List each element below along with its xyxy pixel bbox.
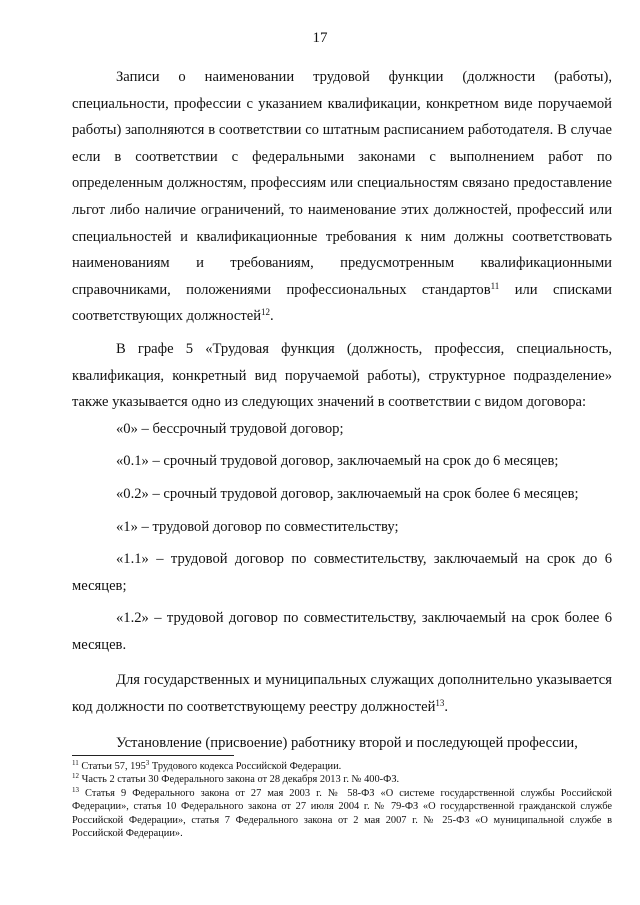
footnote [72, 773, 612, 786]
footnote-sup: 3 [145, 759, 150, 767]
paragraph-records [72, 64, 612, 330]
paragraph-text: . [444, 699, 449, 716]
footnote-number: 12 [72, 772, 79, 781]
document-body [72, 64, 612, 756]
footnotes [72, 760, 612, 840]
footnote-number: 13 [72, 785, 79, 794]
footnote-ref: 12 [261, 307, 271, 318]
footnote [72, 787, 612, 841]
list-item: «0.1» – срочный трудовой договор, заключаемый на срок до 6 месяцев; [116, 453, 559, 470]
footnote-text: Статьи 57, 195 [78, 761, 146, 772]
paragraph-column5: В графе 5 «Трудовая функция (должность, профессия, специальность, квалификация, конкретный вид поручаемой работы), структурное подразделение» также указывается одно из следующих значений в соответствии с видом договора: [72, 340, 612, 411]
paragraph-civil-servants [72, 667, 612, 720]
list-item: «1» – трудовой договор по совместительству; [116, 518, 399, 535]
footnote-text: Часть 2 статьи 30 Федерального закона от 28 декабря 2013 г. № 400-ФЗ. [79, 774, 400, 786]
footnote-text: Статья 9 Федерального закона от 27 мая 2003 г. № 58-ФЗ «О системе государственной службы Российской Федерации», статья 10 Федерального закона от 27 июля 2004 г. № 79-ФЗ «О государственной гражданской службе Российской Федерации», статья 7 Федерального закона от 2 мая 2007 г. № 25-ФЗ «О муниципальной службе в Российской Федерации». [72, 787, 612, 840]
footnote-number: 11 [72, 759, 79, 767]
list-item: «0» – бессрочный трудовой договор; [116, 420, 344, 437]
paragraph-text: или списками соответствующих должностей [72, 281, 612, 325]
paragraph-text: . [270, 308, 274, 325]
list-item: «1.1» – трудовой договор по совместительству, заключаемый на срок до 6 месяцев; [72, 551, 612, 594]
paragraph-second-profession: Установление (присвоение) работнику второй и последующей профессии, [116, 734, 578, 751]
paragraph-text: Для государственных и муниципальных служащих дополнительно указывается код должности по соответствующему реестру должностей [72, 672, 612, 716]
footnote [72, 760, 612, 773]
footnote-ref: 13 [435, 698, 445, 709]
list-item: «1.2» – трудовой договор по совместительству, заключаемый на срок более 6 месяцев. [72, 610, 612, 653]
page-number: 17 [312, 30, 328, 46]
paragraph-text: Записи о наименовании трудовой функции (должности (работы), специальности, профессии с указанием квалификации, конкретном виде поручаемой работы) заполняются в соответствии со штатным расписанием работодателя. В случае если в соответствии с федеральными законами с выполнением работ по определенным должностям, профессиям или специальностям связано предоставление льгот либо наличие ограничений, то наименование этих должностей, профессий или специальностей и квалификационные требования к ним должны соответствовать наименованиям и требованиям, предусмотренным квалификационными справочниками, положениями профессиональных стандартов [72, 69, 612, 298]
footnote-ref: 11 [490, 280, 500, 291]
list-item: «0.2» – срочный трудовой договор, заключаемый на срок более 6 месяцев; [116, 485, 579, 502]
footnote-text: Трудового кодекса Российской Федерации. [149, 761, 342, 772]
footnote-separator [72, 755, 234, 756]
